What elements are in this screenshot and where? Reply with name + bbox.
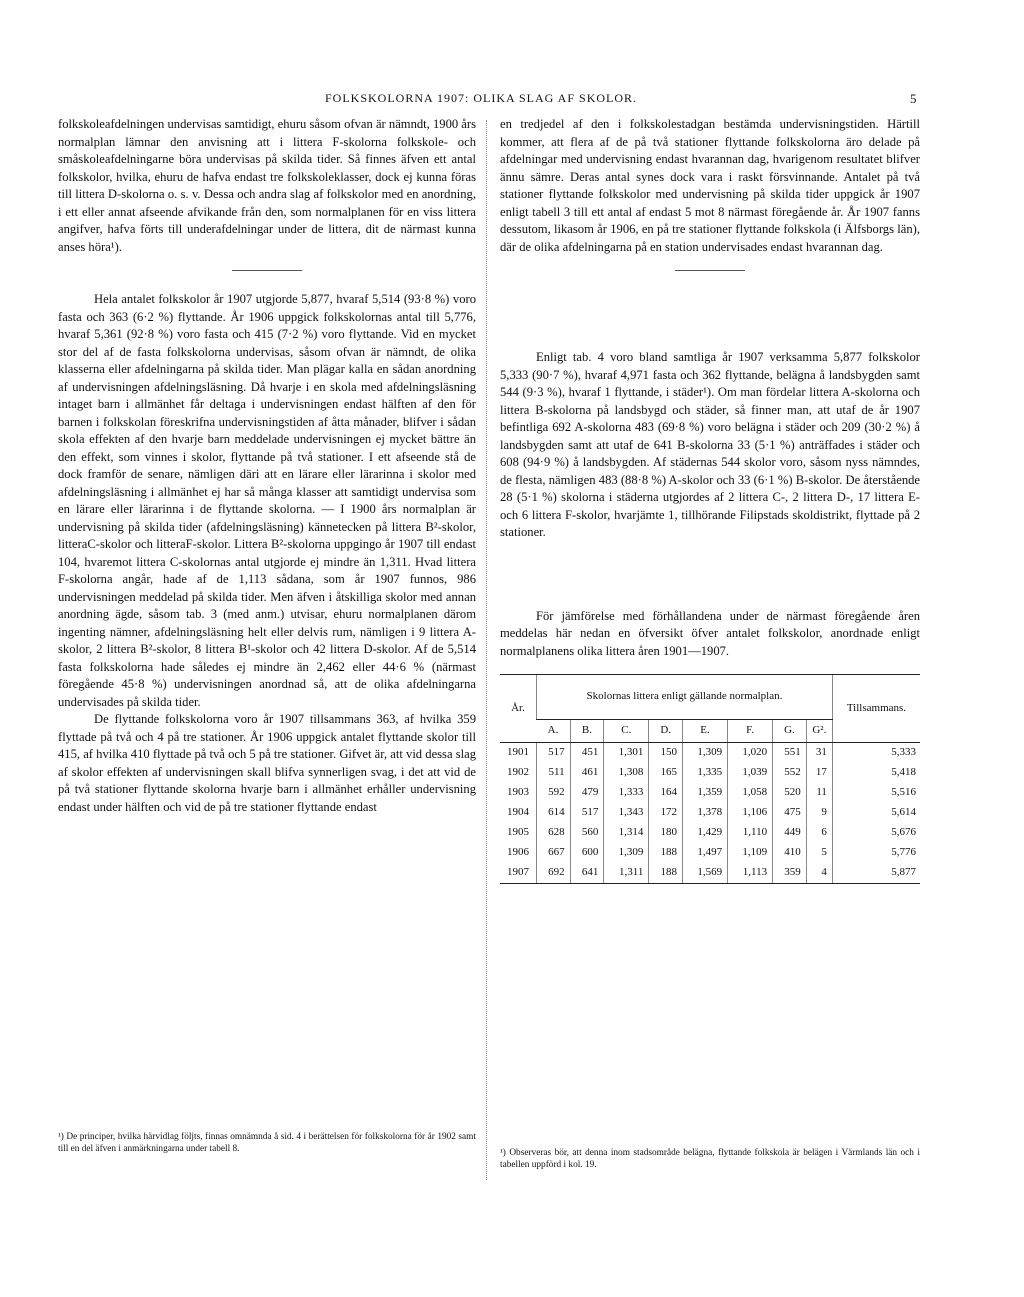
table-cell: 1,429 [683, 823, 728, 843]
table-cell: 188 [649, 863, 683, 884]
table-cell: 5 [806, 843, 832, 863]
table-cell: 31 [806, 743, 832, 764]
table-row [500, 763, 920, 783]
total-cell: 5,418 [832, 763, 920, 783]
right-paragraph-1: en tredjedel af den i folkskolestadgan bestämda undervisningstiden. Härtill kommer, att flera af de på två stationer flyttande folkskolorna äro delade på afdelningar med undervisning endast hvarannan dag, hvarigenom resultatet blifver ännu sämre. Deras antal synes dock vara i raskt försvinnande. Antalet på två stationer flyttande folkskolor med undervisning på skilda tider uppgick år 1907 enligt tabell 3 till ett antal af endast 5 mot 8 närmast föregående år. År 1907 fanns dessutom, likasom år 1906, en på tre stationer flyttande folkskola (i Älfsborgs län), där de olika afdelningarna på en station undervisades endast hvarannan dag. [500, 117, 920, 254]
running-header [0, 91, 1024, 111]
table-cell: 1,311 [604, 863, 649, 884]
year-cell: 1906 [506, 846, 529, 859]
total-cell: 5,776 [832, 843, 920, 863]
table-cell: 1,020 [728, 743, 773, 764]
right-column [500, 116, 920, 884]
schools-by-littera-table [500, 674, 920, 884]
table-cell: 164 [649, 783, 683, 803]
table-row [500, 843, 920, 863]
column-header: E. [683, 720, 728, 743]
year-cell: 1902 [506, 766, 529, 779]
table-cell: 614 [536, 803, 570, 823]
total-header: Tillsammans. [832, 675, 920, 743]
spacer [500, 542, 920, 608]
page-number: 5 [910, 91, 917, 106]
left-paragraph-3: De flyttande folkskolorna voro år 1907 tillsammans 363, af hvilka 359 flyttade på två och 4 på tre stationer. År 1906 uppgick antalet flyttande skolor till 415, af hvilka 410 flyttade på två och 5 på tre stationer. Gifvet är, att vid dessa slag af skolor effekten af undervisningen skall blifva synnerligen svag, i det att vid de på två stationer flyttande skolorna hvarje barn i allmänhet erhåller undervisning endast under hälften och vid de på tre stationer flyttande endast [58, 712, 476, 814]
table-cell: 1,378 [683, 803, 728, 823]
year-cell: 1901 [506, 746, 529, 759]
table-cell: 165 [649, 763, 683, 783]
table-cell: 1,301 [604, 743, 649, 764]
year-cell: 1907 [500, 863, 536, 884]
table-row [500, 803, 920, 823]
total-cell: 5,877 [832, 863, 920, 884]
total-cell: 5,676 [832, 823, 920, 843]
table-cell: 1,106 [728, 803, 773, 823]
table-cell: 667 [536, 843, 570, 863]
column-header: G². [806, 720, 832, 743]
left-paragraph-1: folkskoleafdelningen undervisas samtidigt, ehuru såsom ofvan är nämndt, 1900 års normalplan lämnar den anvisning att i littera F-skolorna folkskole- och småskoleafdelningarne böra undervisas på skilda tider. Så finnes äfven ett antal folkskolor, hvilka, ehuru de hafva endast tre folkskoleklasser, dock ej kunna föras till littera D-skolorna o. s. v. Dessa och andra slag af folkskolor med en anordning, i ett eller annat afseende afvikande från den, som normalplanen för en viss littera angifver, hafva förts till underafdelningar under de littera, dit de närmast kunna anses höra¹). [58, 117, 476, 254]
running-title: FOLKSKOLORNA 1907: OLIKA SLAG AF SKOLOR. [325, 91, 638, 105]
table-cell: 1,497 [683, 843, 728, 863]
column-header: G. [773, 720, 807, 743]
right-paragraph-2: Enligt tab. 4 voro bland samtliga år 1907 verksamma 5,877 folkskolor 5,333 (90·7 %), hvaraf 4,971 fasta och 362 flyttande, belägna å landsbygden samt 544 (9·3 %), hvaraf 1 flyttande, i städer¹). Om man fördelar littera A-skolorna och littera B-skolorna på landsbygd och städer, så finner man, att utaf de år 1907 befintliga 692 A-skolorna 483 (69·8 %) voro belägna i städer och 209 (30·2 %) å landsbygden samt att utaf de 641 B-skolorna 33 (5·1 %) anträffades i städer och 608 (94·9 %) å landsbygden. Af städernas 544 skolor voro, såsom nyss nämndes, de flesta, nämligen 483 (88·8 %) A-skolor och 33 (6·1 %) B-skolor. De återstående 28 (5·1 %) skolorna i städerna utgjordes af 2 littera C-, 2 littera D-, 17 littera E- och 6 littera F-skolor, hvarjämte 1, tillhörande Filipstads skoldistrikt, flyttade på 2 stationer. [500, 350, 920, 539]
spacer [500, 291, 920, 349]
table-cell: 1,309 [683, 743, 728, 764]
table-cell: 410 [773, 843, 807, 863]
table-cell: 551 [773, 743, 807, 764]
table-cell: 1,308 [604, 763, 649, 783]
table-cell: 1,569 [683, 863, 728, 884]
table-row [500, 863, 920, 884]
year-header: År. [500, 675, 536, 743]
table-cell: 1,333 [604, 783, 649, 803]
table-cell: 17 [806, 763, 832, 783]
table-cell: 1,309 [604, 843, 649, 863]
table-cell: 451 [570, 743, 604, 764]
table-cell: 592 [536, 783, 570, 803]
table-row [500, 823, 920, 843]
table-cell: 560 [570, 823, 604, 843]
right-paragraph-3: För jämförelse med förhållandena under de närmast föregående åren meddelas här nedan en öfversikt öfver antalet folkskolor, anordnade enligt normalplanens olika littera åren 1901—1907. [500, 608, 920, 658]
footnote-left: ¹) De principer, hvilka härvidlag följts, finnas omnämnda å sid. 4 i berättelsen för folkskolorna för år 1902 samt till en del äfven i anmärkningarna under tabell 8. [58, 1132, 476, 1154]
year-cell: 1903 [506, 786, 529, 799]
section-rule [675, 270, 745, 271]
year-cell: 1905 [506, 826, 529, 839]
table-cell: 475 [773, 803, 807, 823]
table-cell: 1,335 [683, 763, 728, 783]
column-header: F. [728, 720, 773, 743]
table-cell: 1,359 [683, 783, 728, 803]
table-cell: 6 [806, 823, 832, 843]
table-cell: 1,110 [728, 823, 773, 843]
left-paragraph-2: Hela antalet folkskolor år 1907 utgjorde 5,877, hvaraf 5,514 (93·8 %) voro fasta och 363 (6·2 %) flyttande. År 1906 uppgick folkskolornas antal till 5,776, hvaraf 5,361 (92·8 %) voro fasta och 415 (7·2 %) voro flyttande. Vid en mycket stor del af de fasta folkskolorna undervisas, såsom ofvan är nämndt, de olika klasserna eller afdelningarna på skilda tider. Man plägar kalla en sådan anordning af undervisningen afdelningsläsning. Då hvarje i en skola med afdelningsläsning intaget barn i allmänhet får deltaga i undervisningen endast hälften af den för barnen i folkskolan föreskrifna undervisningstiden af åtta månader, blifver i sådan skola effekten af den hvarje barn meddelade undervisningen ej mycket bättre än den effekt, som vinnes i skolor, flyttande på två stationer. I ett afseende stå de dock framför de senare, nämligen däri att en lärare eller lärarinna i skolor med afdelningsläsning i allmänhet ej har så många klasser att samtidigt undervisa som en lärare eller lärarinna i de flyttande skolorna. — I 1900 års normalplan är undervisning på skilda tider (afdelningsläsning) kännetecken på littera B²-skolor, litteraC-skolor och litteraF-skolor. Littera B²-skolorna uppgingo år 1907 till endast 104, hvaremot littera C-skolornas antal utgjorde ej mindre än 1,311. Hvad littera F-skolorna angår, hade af de 1,113 sådana, som år 1907 funnos, 986 undervisningen meddelad på skilda tider. Men äfven i åtskilliga skolor med annan anordning ägde, såsom tab. 3 (med anm.) utvisar, ehuru normalplanen därom ingenting nämner, afdelningsläsning helt eller delvis rum, nämligen i 9 littera A-skolor, 2 littera B²-skolor, 8 littera B¹-skolor och 42 littera D-skolor. Af de 5,514 fasta folkskolorna hade således ej mindre än 2,462 eller 44·6 % (närmast föregående 45·8 %) undervisningen anordnad så, att de olika afdelningarna undervisades på skilda tider. [58, 292, 476, 709]
column-header: A. [536, 720, 570, 743]
table-cell: 359 [773, 863, 807, 884]
table-cell: 479 [570, 783, 604, 803]
table-cell: 517 [570, 803, 604, 823]
table-cell: 449 [773, 823, 807, 843]
table-cell: 150 [649, 743, 683, 764]
footnote-right: ¹) Observeras bör, att denna inom stadsområde belägna, flyttande folkskola är belägen i Värmlands län och i tabellen uppförd i kol. 19. [500, 1148, 920, 1170]
table-cell: 9 [806, 803, 832, 823]
table-cell: 188 [649, 843, 683, 863]
table-cell: 1,113 [728, 863, 773, 884]
table-row [500, 743, 920, 764]
table-cell: 461 [570, 763, 604, 783]
table-cell: 1,314 [604, 823, 649, 843]
table-cell: 511 [536, 763, 570, 783]
column-header: D. [649, 720, 683, 743]
total-cell: 5,333 [832, 743, 920, 764]
table-cell: 1,039 [728, 763, 773, 783]
table-row [500, 783, 920, 803]
table-cell: 1,343 [604, 803, 649, 823]
section-rule [232, 270, 302, 271]
table-cell: 11 [806, 783, 832, 803]
table-cell: 172 [649, 803, 683, 823]
table-cell: 692 [536, 863, 570, 884]
table-cell: 520 [773, 783, 807, 803]
column-header: C. [604, 720, 649, 743]
left-column [58, 116, 476, 816]
table-cell: 1,058 [728, 783, 773, 803]
table-cell: 628 [536, 823, 570, 843]
table-cell: 1,109 [728, 843, 773, 863]
table-cell: 552 [773, 763, 807, 783]
column-header: B. [570, 720, 604, 743]
column-divider [486, 120, 487, 1180]
group-header: Skolornas littera enligt gällande normalplan. [536, 675, 832, 720]
table-cell: 600 [570, 843, 604, 863]
total-cell: 5,516 [832, 783, 920, 803]
table-cell: 4 [806, 863, 832, 884]
table-cell: 641 [570, 863, 604, 884]
year-cell: 1904 [506, 806, 529, 819]
table-cell: 180 [649, 823, 683, 843]
table-cell: 517 [536, 743, 570, 764]
total-cell: 5,614 [832, 803, 920, 823]
